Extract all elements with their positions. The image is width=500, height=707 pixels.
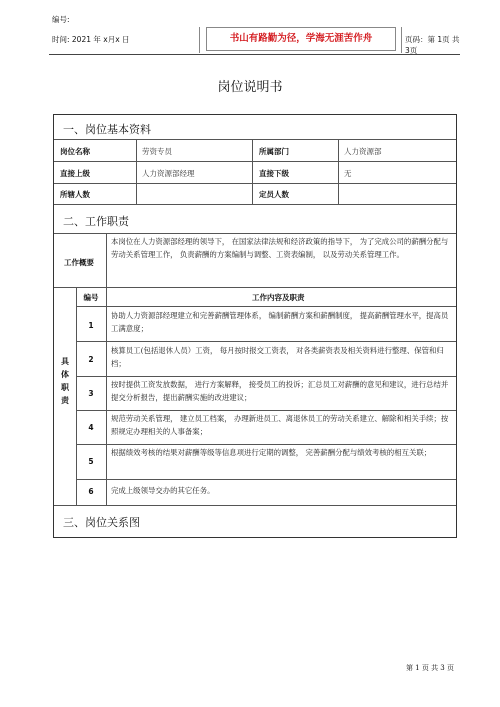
- col-divider: [338, 139, 339, 204]
- row-divider: [54, 505, 456, 506]
- row-divider: [54, 204, 456, 205]
- row-divider: [54, 183, 456, 184]
- row-divider: [54, 139, 456, 140]
- number-column-header: 编号: [83, 293, 99, 302]
- headcount-label: 所辖人数: [60, 190, 90, 199]
- department-label: 所属部门: [259, 147, 289, 156]
- row-divider: [76, 306, 456, 307]
- page-header: [49, 12, 460, 55]
- subordinate-value: 无: [344, 169, 352, 178]
- row-divider: [76, 479, 456, 480]
- duty-number: 5: [88, 457, 94, 466]
- supervisor-value: 人力资源部经理: [142, 169, 195, 178]
- col-divider: [136, 139, 137, 204]
- time-label: 时间: 2021 年 x月x 日: [52, 35, 130, 44]
- duty-text: 完成上级领导交办的其它任务。: [111, 486, 215, 495]
- header-divider: [401, 27, 402, 53]
- section-duties-title: 二、工作职责: [63, 215, 129, 228]
- col-divider: [106, 287, 107, 505]
- duty-number: 2: [88, 355, 94, 364]
- row-divider: [54, 287, 456, 288]
- page-info: 页码：第 1页 共 3页: [405, 35, 460, 55]
- duty-text: 核算员工(包括退休人员）工资， 每月按时报交工资表， 对各类薪资表及相关资料进行整理、保管和归档；: [111, 346, 444, 368]
- col-divider: [252, 139, 253, 204]
- quota-label: 定员人数: [259, 190, 289, 199]
- row-divider: [76, 341, 456, 342]
- position-name-value: 劳资专员: [142, 147, 172, 156]
- section-relations-title: 三、岗位关系图: [63, 516, 140, 529]
- content-column-header: 工作内容及职责: [252, 293, 305, 302]
- section-basic-info-title: 一、岗位基本资料: [63, 123, 151, 136]
- duty-text: 协助人力资源部经理建立和完善薪酬管理体系， 编制薪酬方案和薪酬制度， 提高薪酬管理水平，提高员工满意度；: [111, 311, 449, 333]
- header-divider: [199, 27, 200, 53]
- supervisor-label: 直接上级: [60, 169, 90, 178]
- job-description-table: [53, 114, 457, 538]
- duty-number: 4: [88, 423, 94, 432]
- duty-text: 按时提供工资发放数据， 进行方案解释， 接受员工的投诉；汇总员工对薪酬的意见和建议，进行总结并提交分析报告，提出薪酬实施的改进建议；: [111, 380, 449, 402]
- col-divider: [106, 233, 107, 287]
- position-name-label: 岗位名称: [60, 147, 90, 156]
- row-divider: [76, 410, 456, 411]
- duty-text: 根据绩效考核的结果对薪酬等级等信息项进行定期的调整， 完善薪酬分配与绩效考核的相互关联；: [111, 448, 432, 457]
- duty-number: 1: [88, 321, 94, 330]
- duty-text: 规范劳动关系管理， 建立员工档案， 办理新进员工、离退休员工的劳动关系建立、解除和相关手续；按照规定办理相关的人事备案；: [111, 414, 449, 436]
- motto-box: 书山有路勤为径，学海无涯苦作舟: [206, 27, 396, 51]
- specific-duties-label: 具 体 职 责: [61, 357, 69, 405]
- document-title: 岗位说明书: [217, 80, 283, 95]
- row-divider: [76, 444, 456, 445]
- row-divider: [76, 376, 456, 377]
- overview-text: 本岗位在人力资源部经理的领导下， 在国家法律法规和经济政策的指导下， 为了完成公司的薪酬分配与劳动关系管理工作， 负责薪酬的方案编制与调整、工资表编制， 以及劳动关系管理工作。: [111, 237, 449, 259]
- row-divider: [54, 161, 456, 162]
- department-value: 人力资源部: [344, 147, 382, 156]
- subordinate-label: 直接下级: [259, 169, 289, 178]
- number-label: 编号:: [52, 15, 70, 24]
- duty-number: 6: [88, 487, 94, 496]
- overview-label: 工作概要: [64, 258, 94, 267]
- row-divider: [54, 233, 456, 234]
- page-footer: 第 1 页 共 3 页: [405, 664, 454, 672]
- duty-number: 3: [88, 389, 94, 398]
